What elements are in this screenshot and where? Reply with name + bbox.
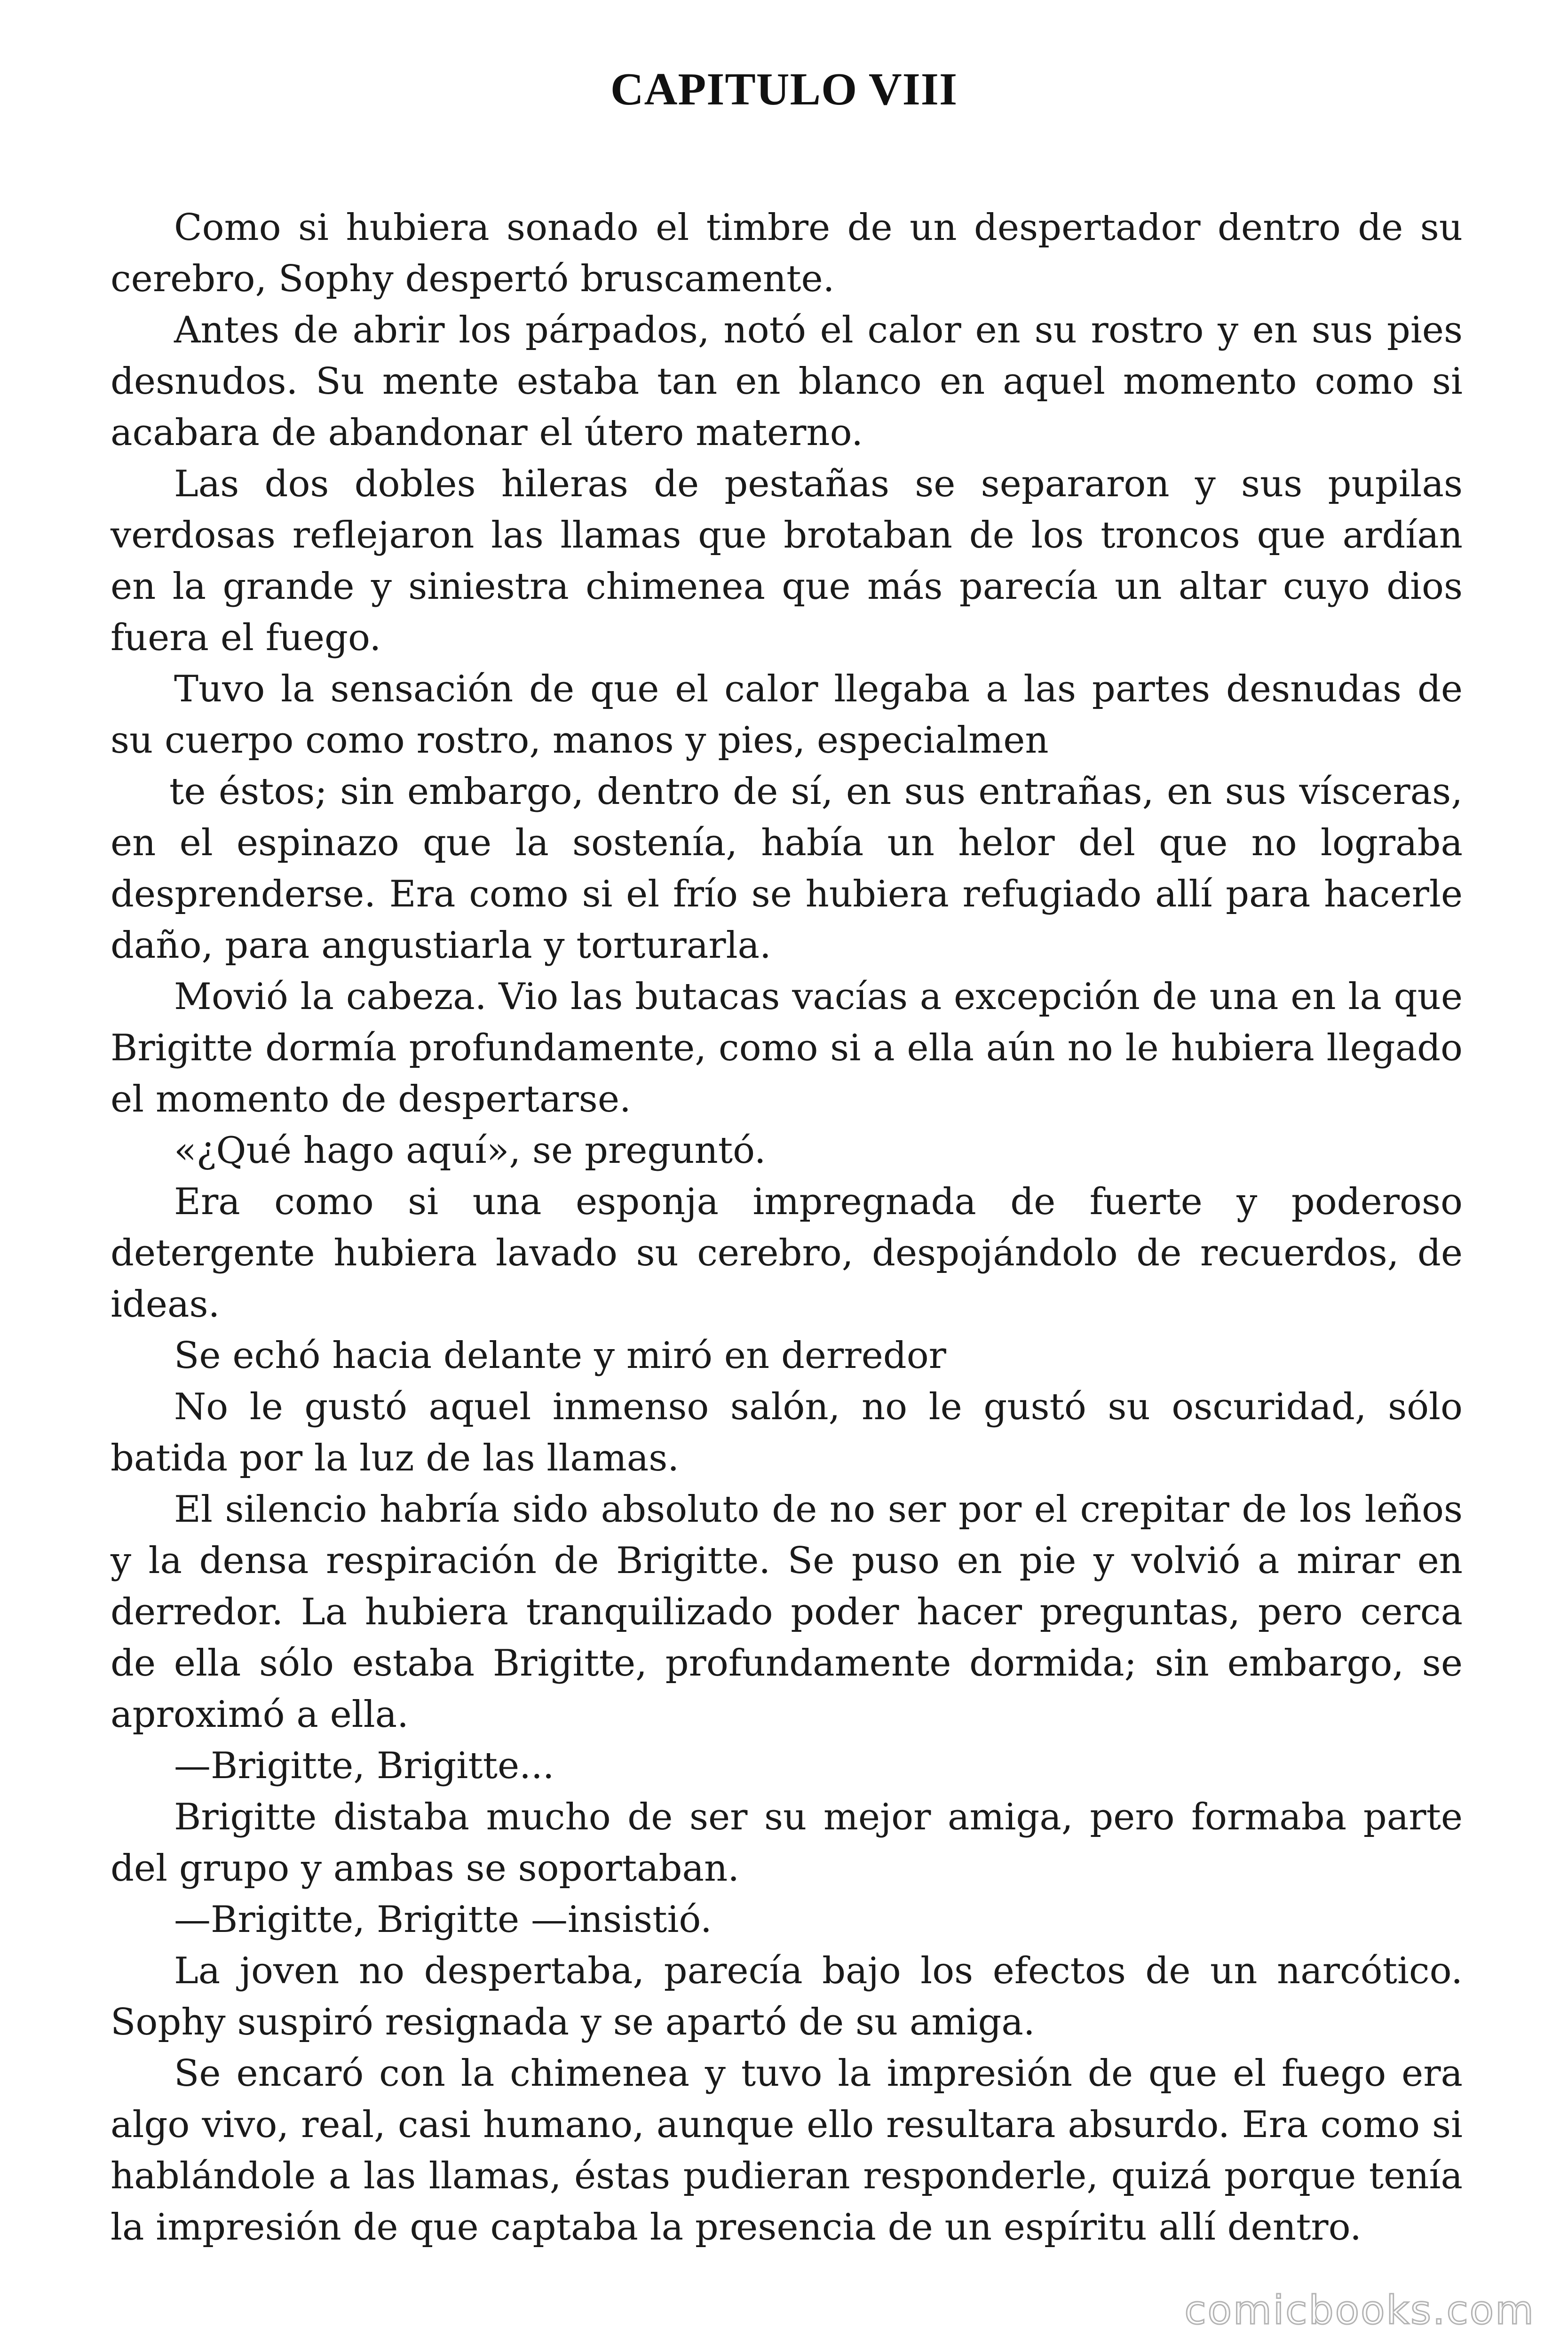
paragraph: El silencio habría sido absoluto de no ser por el crepitar de los leños y la densa respiración de Brigitte. Se puso en pie y volvió a mirar en derredor. La hubiera tranquilizado poder hacer preguntas, pero cerca de ella sólo estaba Brigitte, profundamente dormida; sin embargo, se aproximó a ella.: [111, 1488, 1463, 1736]
paragraph: Tuvo la sensación de que el calor llegaba a las partes desnudas de su cuerpo como rostro, manos y pies, especialmen: [111, 668, 1463, 762]
paragraph: Era como si una esponja impregnada de fuerte y poderoso detergente hubiera lavado su cerebro, despojándolo de recuerdos, de ideas.: [111, 1181, 1463, 1326]
paragraph-continuation: te éstos; sin embargo, dentro de sí, en sus entrañas, en sus vísceras, en el espinazo que la sostenía, había un helor del que no lograba desprenderse. Era como si el frío se hubiera refugiado allí para hacerle daño, para angustiarla y torturarla.: [111, 771, 1463, 967]
paragraph: Antes de abrir los párpados, notó el calor en su rostro y en sus pies desnudos. Su mente estaba tan en blanco en aquel momento como si acabara de abandonar el útero materno.: [111, 309, 1463, 454]
watermark: comicbooks.com: [1184, 2287, 1535, 2333]
paragraph: —Brigitte, Brigitte...: [174, 1745, 554, 1787]
chapter-body: [111, 202, 1463, 2253]
paragraph: La joven no despertaba, parecía bajo los efectos de un narcótico. Sophy suspiró resignada y se apartó de su amiga.: [111, 1950, 1463, 2043]
paragraph: Las dos dobles hileras de pestañas se separaron y sus pupilas verdosas reflejaron las llamas que brotaban de los troncos que ardían en la grande y siniestra chimenea que más parecía un altar cuyo dios fuera el fuego.: [111, 463, 1463, 659]
paragraph: Se echó hacia delante y miró en derredor: [174, 1335, 946, 1377]
chapter-title: CAPITULO VIII: [610, 64, 958, 115]
paragraph: No le gustó aquel inmenso salón, no le gustó su oscuridad, sólo batida por la luz de las llamas.: [111, 1386, 1463, 1479]
paragraph: Movió la cabeza. Vio las butacas vacías a excepción de una en la que Brigitte dormía profundamente, como si a ella aún no le hubiera llegado el momento de despertarse.: [111, 976, 1463, 1120]
paragraph: —Brigitte, Brigitte —insistió.: [174, 1899, 712, 1941]
paragraph: «¿Qué hago aquí», se preguntó.: [174, 1129, 766, 1172]
paragraph: Se encaró con la chimenea y tuvo la impresión de que el fuego era algo vivo, real, casi humano, aunque ello resultara absurdo. Era como si hablándole a las llamas, éstas pudieran responderle, quizá porque tenía la impresión de que captaba la presencia de un espíritu allí dentro.: [111, 2052, 1463, 2249]
paragraph: Como si hubiera sonado el timbre de un despertador dentro de su cerebro, Sophy despertó bruscamente.: [111, 207, 1463, 300]
paragraph: Brigitte distaba mucho de ser su mejor amiga, pero formaba parte del grupo y ambas se soportaban.: [111, 1796, 1463, 1890]
